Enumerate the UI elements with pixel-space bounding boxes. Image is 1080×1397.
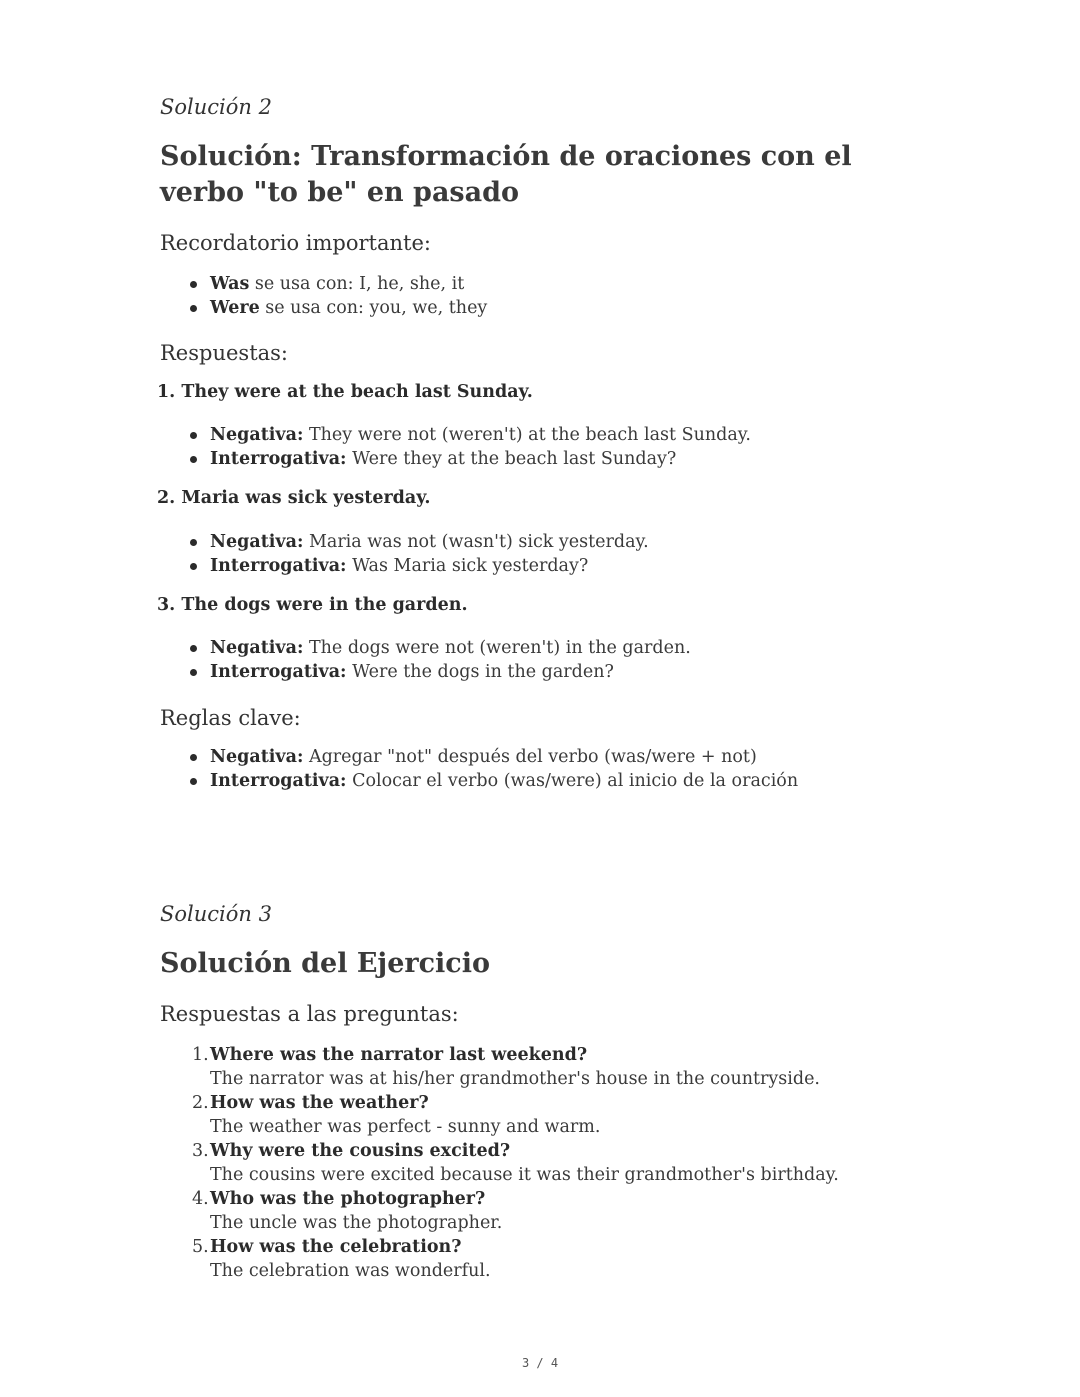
negative-label: Negativa: (210, 638, 304, 658)
negative-text: Maria was not (wasn't) sick yesterday. (303, 532, 649, 552)
qa-list (192, 1043, 839, 1283)
question: Why were the cousins excited? (210, 1141, 511, 1161)
sentence-1: 1. They were at the beach last Sunday. (157, 382, 533, 402)
list-item (188, 769, 798, 793)
item-number: 1. (192, 1045, 209, 1065)
list-item (188, 296, 487, 320)
rule-text: Colocar el verbo (was/were) al inicio de la oración (346, 771, 799, 791)
list-item (192, 1043, 839, 1091)
transform-list-1 (188, 423, 751, 471)
list-item (188, 660, 691, 684)
interrogative-label: Interrogativa: (210, 449, 347, 469)
rules-heading: Reglas clave: (160, 706, 301, 730)
solution-3-label: Solución 3 (160, 902, 272, 926)
page-number: 3 / 4 (521, 1356, 559, 1370)
rule-term: Negativa: (210, 747, 304, 767)
answers-questions-heading: Respuestas a las preguntas: (160, 1002, 459, 1026)
rule-term: Interrogativa: (210, 771, 347, 791)
answer: The cousins were excited because it was their grandmother's birthday. (210, 1165, 839, 1185)
sentence-2: 2. Maria was sick yesterday. (157, 488, 431, 508)
question: How was the celebration? (210, 1237, 462, 1257)
solution-2-label: Solución 2 (160, 95, 272, 119)
interrogative-label: Interrogativa: (210, 556, 347, 576)
transform-list-2 (188, 530, 649, 578)
item-number: 4. (192, 1189, 209, 1209)
list-item (192, 1235, 839, 1283)
reminder-heading: Recordatorio importante: (160, 231, 431, 255)
reminder-text: se usa con: you, we, they (259, 298, 488, 318)
list-item (188, 745, 798, 769)
list-item (188, 272, 487, 296)
list-item (192, 1091, 839, 1139)
interrogative-text: Was Maria sick yesterday? (346, 556, 589, 576)
item-number: 5. (192, 1237, 209, 1257)
list-item (192, 1139, 839, 1187)
negative-label: Negativa: (210, 532, 304, 552)
reminder-term: Was (210, 274, 250, 294)
answer: The celebration was wonderful. (210, 1261, 491, 1281)
list-item (188, 530, 649, 554)
reminder-term: Were (210, 298, 260, 318)
rule-text: Agregar "not" después del verbo (was/were + not) (303, 747, 757, 767)
answer: The narrator was at his/her grandmother's house in the countryside. (210, 1069, 820, 1089)
interrogative-label: Interrogativa: (210, 662, 347, 682)
negative-text: The dogs were not (weren't) in the garden. (303, 638, 691, 658)
answer: The weather was perfect - sunny and warm. (210, 1117, 601, 1137)
list-item (192, 1187, 839, 1235)
question: How was the weather? (210, 1093, 429, 1113)
solution-2-title: Solución: Transformación de oraciones con el verbo "to be" en pasado (160, 141, 852, 208)
question: Who was the photographer? (210, 1189, 486, 1209)
sentence-3: 3. The dogs were in the garden. (157, 595, 468, 615)
answers-heading: Respuestas: (160, 341, 288, 365)
interrogative-text: Were they at the beach last Sunday? (346, 449, 677, 469)
negative-text: They were not (weren't) at the beach last Sunday. (303, 425, 751, 445)
negative-label: Negativa: (210, 425, 304, 445)
list-item (188, 447, 751, 471)
interrogative-text: Were the dogs in the garden? (346, 662, 614, 682)
item-number: 2. (192, 1093, 209, 1113)
item-number: 3. (192, 1141, 209, 1161)
rules-list (188, 745, 798, 793)
solution-3-title: Solución del Ejercicio (160, 948, 490, 979)
answer: The uncle was the photographer. (210, 1213, 503, 1233)
list-item (188, 423, 751, 447)
list-item (188, 554, 649, 578)
reminder-text: se usa con: I, he, she, it (249, 274, 465, 294)
transform-list-3 (188, 636, 691, 684)
question: Where was the narrator last weekend? (210, 1045, 588, 1065)
reminder-list (188, 272, 487, 320)
list-item (188, 636, 691, 660)
